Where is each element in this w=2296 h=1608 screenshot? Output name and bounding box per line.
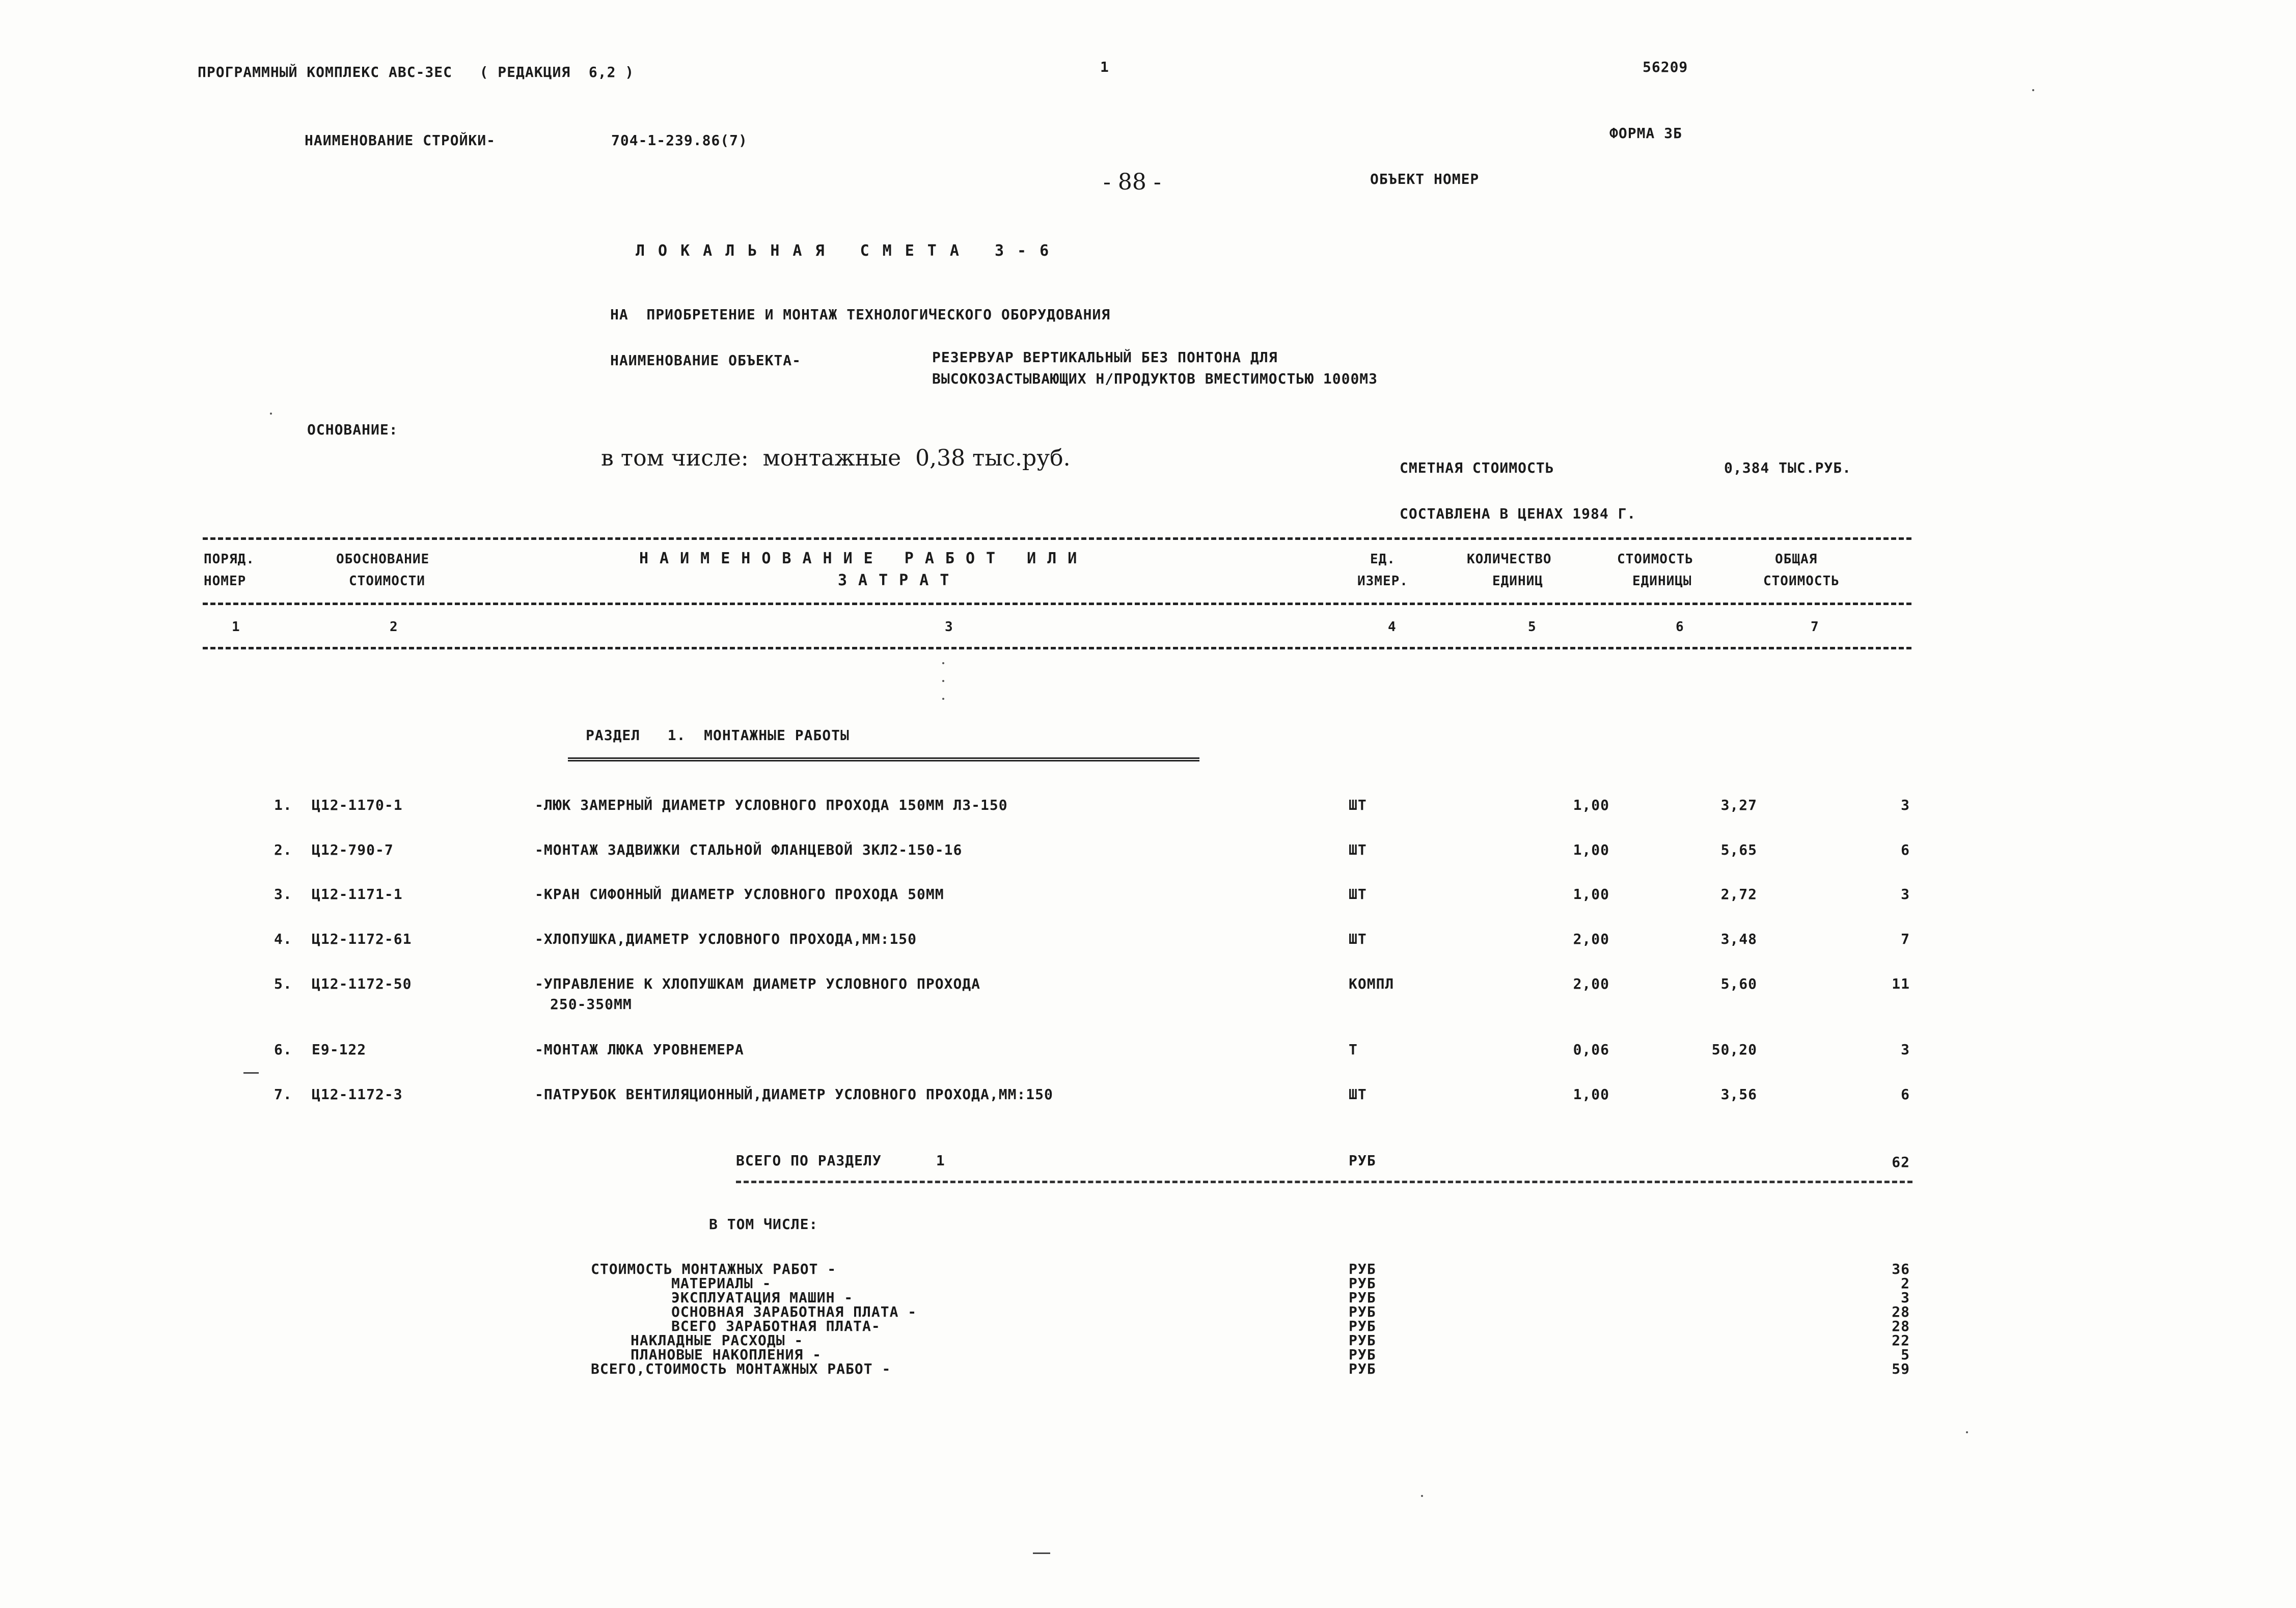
row-unit: ШТ (1349, 886, 1367, 903)
col-header-order-2: НОМЕР (204, 574, 247, 589)
breakdown-item-value: 2 (1901, 1275, 1910, 1292)
col-header-qty-2: ЕДИНИЦ (1492, 574, 1543, 589)
row-total: 7 (1901, 931, 1910, 947)
row-qty: 0,06 (1573, 1041, 1609, 1058)
col-header-name-2: ЗАТРАТ (838, 571, 961, 589)
breakdown-item-unit: РУБ (1349, 1360, 1376, 1377)
col-num-3: 3 (945, 619, 953, 635)
row-total: 3 (1901, 1041, 1910, 1058)
row-price: 3,27 (1720, 797, 1757, 813)
handwritten-note: в том числе: монтажные 0,38 тыс.руб. (601, 445, 1071, 471)
section-total-unit: РУБ (1349, 1152, 1376, 1169)
breakdown-item-value: 36 (1892, 1261, 1910, 1277)
section-underline (568, 757, 1199, 761)
section-total-label: ВСЕГО ПО РАЗДЕЛУ 1 (736, 1152, 945, 1169)
col-header-total: ОБЩАЯ (1775, 552, 1818, 567)
scan-speck (942, 680, 944, 682)
breakdown-item-unit: РУБ (1349, 1303, 1376, 1320)
breakdown-item-label: МАТЕРИАЛЫ - (671, 1275, 772, 1292)
row-qty: 1,00 (1573, 841, 1609, 858)
row-qty: 1,00 (1573, 797, 1609, 813)
breakdown-item-label: ПЛАНОВЫЕ НАКОПЛЕНИЯ - (631, 1346, 822, 1363)
breakdown-item-unit: РУБ (1349, 1261, 1376, 1277)
col-header-basis-2: СТОИМОСТИ (349, 574, 425, 589)
col-header-order: ПОРЯД. (204, 552, 255, 567)
col-num-4: 4 (1388, 619, 1397, 635)
scan-mark (243, 1072, 259, 1074)
page-number: - 88 - (1103, 169, 1161, 195)
object-label: НАИМЕНОВАНИЕ ОБЪЕКТА- (610, 352, 802, 369)
scan-speck (270, 413, 272, 415)
row-name: -КРАН СИФОННЫЙ ДИАМЕТР УСЛОВНОГО ПРОХОДА 50ММ (535, 886, 944, 903)
breakdown-item-value: 28 (1892, 1303, 1910, 1320)
scan-speck (942, 662, 944, 664)
breakdown-item-value: 22 (1892, 1332, 1910, 1349)
row-name: -МОНТАЖ ЗАДВИЖКИ СТАЛЬНОЙ ФЛАНЦЕВОЙ ЗКЛ2-150-16 (535, 841, 963, 858)
breakdown-item-label: ВСЕГО ЗАРАБОТНАЯ ПЛАТА- (671, 1318, 881, 1334)
row-code: Ц12-790-7 (312, 841, 394, 858)
section-title: РАЗДЕЛ 1. МОНТАЖНЫЕ РАБОТЫ (586, 727, 850, 744)
cost-label: СМЕТНАЯ СТОИМОСТЬ (1400, 459, 1554, 476)
col-num-7: 7 (1811, 619, 1819, 635)
col-header-basis: ОБОСНОВАНИЕ (336, 552, 430, 567)
row-code: Е9-122 (312, 1041, 367, 1058)
row-name: -МОНТАЖ ЛЮКА УРОВНЕМЕРА (535, 1041, 744, 1058)
section-total-underline (736, 1181, 1912, 1183)
breakdown-item-value: 3 (1901, 1289, 1910, 1306)
doc-code: 56209 (1643, 59, 1688, 75)
doc-subtitle: НА ПРИОБРЕТЕНИЕ И МОНТАЖ ТЕХНОЛОГИЧЕСКОГО ОБОРУДОВАНИЯ (610, 306, 1111, 323)
row-num: 7. (274, 1086, 292, 1103)
breakdown-label: В ТОМ ЧИСЛЕ: (709, 1216, 818, 1233)
row-name: -ПАТРУБОК ВЕНТИЛЯЦИОННЫЙ,ДИАМЕТР УСЛОВНОГО ПРОХОДА,ММ:150 (535, 1086, 1053, 1103)
row-num: 2. (274, 841, 292, 858)
row-total: 6 (1901, 841, 1910, 858)
row-name: -УПРАВЛЕНИЕ К ХЛОПУШКАМ ДИАМЕТР УСЛОВНОГО ПРОХОДА (535, 975, 981, 992)
col-header-qty: КОЛИЧЕСТВО (1467, 552, 1552, 567)
breakdown-item-unit: РУБ (1349, 1275, 1376, 1292)
col-header-price-2: ЕДИНИЦЫ (1632, 574, 1692, 589)
row-unit: ШТ (1349, 931, 1367, 947)
col-num-6: 6 (1676, 619, 1684, 635)
scan-speck (1421, 1495, 1423, 1497)
row-total: 3 (1901, 886, 1910, 903)
col-header-price: СТОИМОСТЬ (1617, 552, 1693, 567)
program-header: ПРОГРАММНЫЙ КОМПЛЕКС АВС-ЗЕС ( РЕДАКЦИЯ 6,2 ) (198, 64, 635, 80)
row-qty: 1,00 (1573, 886, 1609, 903)
row-total: 11 (1892, 975, 1910, 992)
line-name-label: НАИМЕНОВАНИЕ СТРОЙКИ- (305, 132, 496, 149)
col-num-2: 2 (390, 619, 398, 635)
row-unit: КОМПЛ (1349, 975, 1395, 992)
row-num: 5. (274, 975, 292, 992)
breakdown-item-label: НАКЛАДНЫЕ РАСХОДЫ - (631, 1332, 804, 1349)
row-price: 3,48 (1720, 931, 1757, 947)
row-code: Ц12-1172-3 (312, 1086, 403, 1103)
breakdown-item-unit: РУБ (1349, 1289, 1376, 1306)
col-num-5: 5 (1528, 619, 1537, 635)
row-num: 3. (274, 886, 292, 903)
row-code: Ц12-1172-61 (312, 931, 412, 947)
row-name: -ЛЮК ЗАМЕРНЫЙ ДИАМЕТР УСЛОВНОГО ПРОХОДА 150ММ ЛЗ-150 (535, 797, 1008, 813)
row-total: 3 (1901, 797, 1910, 813)
row-num: 6. (274, 1041, 292, 1058)
breakdown-item-label: ВСЕГО,СТОИМОСТЬ МОНТАЖНЫХ РАБОТ - (591, 1360, 891, 1377)
form-label: ФОРМА 3Б (1609, 125, 1682, 142)
row-unit: ШТ (1349, 797, 1367, 813)
table-rule-mid (203, 603, 1911, 605)
row-unit: ШТ (1349, 1086, 1367, 1103)
row-code: Ц12-1170-1 (312, 797, 403, 813)
row-code: Ц12-1172-50 (312, 975, 412, 992)
object-name-line2: ВЫСОКОЗАСТЫВАЮЩИХ Н/ПРОДУКТОВ ВМЕСТИМОСТЬЮ 1000М3 (932, 370, 1378, 387)
basis-label: ОСНОВАНИЕ: (307, 421, 398, 438)
page-marker: 1 (1100, 59, 1109, 75)
row-price: 5,65 (1720, 841, 1757, 858)
breakdown-item-label: ЭКСПЛУАТАЦИЯ МАШИН - (671, 1289, 854, 1306)
table-rule-top (203, 537, 1911, 540)
row-qty: 2,00 (1573, 931, 1609, 947)
row-price: 5,60 (1720, 975, 1757, 992)
scan-speck (2032, 89, 2034, 91)
table-rule-bottom (203, 647, 1911, 649)
breakdown-item-label: ОСНОВНАЯ ЗАРАБОТНАЯ ПЛАТА - (671, 1303, 917, 1320)
row-name-cont: 250-350ММ (550, 996, 632, 1013)
cost-value: 0,384 ТЫС.РУБ. (1724, 459, 1852, 476)
row-num: 1. (274, 797, 292, 813)
scan-speck (1966, 1431, 1968, 1433)
breakdown-item-unit: РУБ (1349, 1346, 1376, 1363)
section-total-value: 62 (1892, 1154, 1910, 1170)
line-name-value: 704-1-239.86(7) (611, 132, 748, 149)
row-unit: ШТ (1349, 841, 1367, 858)
scan-speck (942, 698, 944, 700)
col-header-total-2: СТОИМОСТЬ (1763, 574, 1840, 589)
breakdown-item-value: 5 (1901, 1346, 1910, 1363)
row-price: 50,20 (1711, 1041, 1757, 1058)
doc-title: ЛОКАЛЬНАЯ СМЕТА 3-6 (636, 242, 1062, 260)
row-qty: 1,00 (1573, 1086, 1609, 1103)
row-name: -ХЛОПУШКА,ДИАМЕТР УСЛОВНОГО ПРОХОДА,ММ:150 (535, 931, 917, 947)
breakdown-item-value: 28 (1892, 1318, 1910, 1334)
row-qty: 2,00 (1573, 975, 1609, 992)
row-price: 3,56 (1720, 1086, 1757, 1103)
row-total: 6 (1901, 1086, 1910, 1103)
scan-mark (1033, 1552, 1050, 1554)
row-unit: Т (1349, 1041, 1358, 1058)
prices-note: СОСТАВЛЕНА В ЦЕНАХ 1984 Г. (1400, 505, 1636, 522)
row-num: 4. (274, 931, 292, 947)
breakdown-item-label: СТОИМОСТЬ МОНТАЖНЫХ РАБОТ - (591, 1261, 837, 1277)
col-header-unit: ЕД. (1370, 552, 1396, 567)
col-num-1: 1 (232, 619, 240, 635)
breakdown-item-unit: РУБ (1349, 1318, 1376, 1334)
row-code: Ц12-1171-1 (312, 886, 403, 903)
col-header-name: НАИМЕНОВАНИЕ РАБОТ ИЛИ (639, 550, 1088, 567)
object-name-line1: РЕЗЕРВУАР ВЕРТИКАЛЬНЫЙ БЕЗ ПОНТОНА ДЛЯ (932, 349, 1278, 366)
object-number-label: ОБЪЕКТ НОМЕР (1370, 171, 1480, 187)
col-header-unit-2: ИЗМЕР. (1357, 574, 1408, 589)
breakdown-item-unit: РУБ (1349, 1332, 1376, 1349)
breakdown-item-value: 59 (1892, 1360, 1910, 1377)
row-price: 2,72 (1720, 886, 1757, 903)
